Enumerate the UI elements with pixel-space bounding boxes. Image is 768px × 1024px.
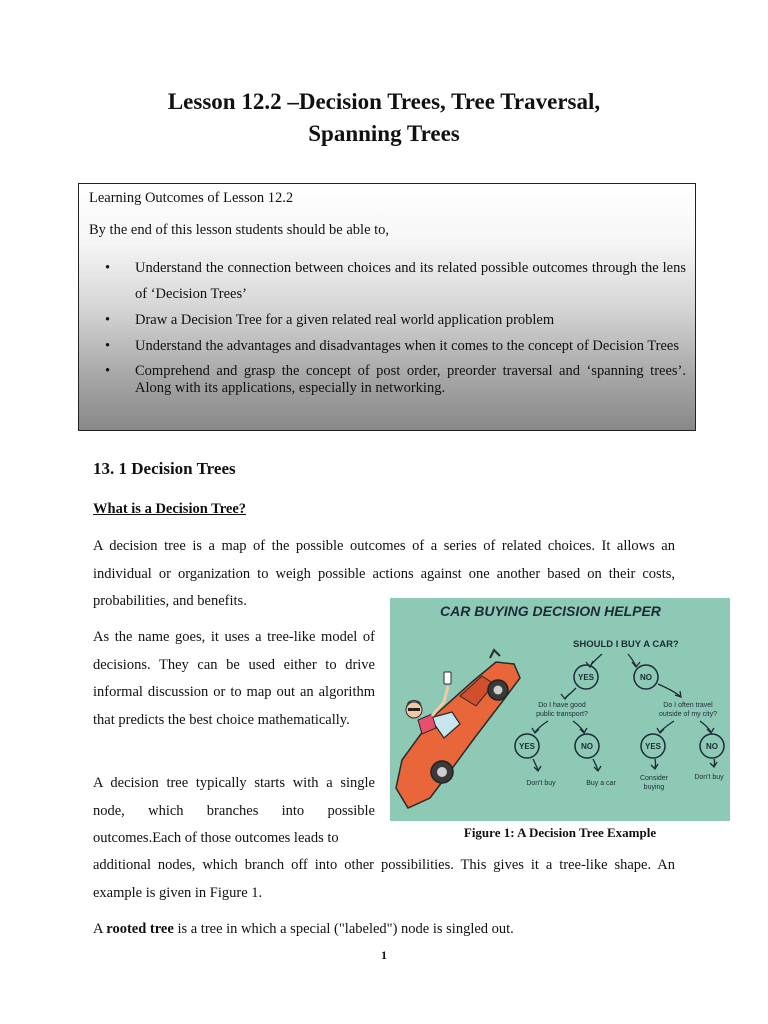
- paragraph-structure-a: A decision tree typically starts with a single node, which branches into possible outcomes.Each of those outcomes leads to: [93, 775, 375, 846]
- outcome-consider-line-1: Consider: [639, 775, 669, 782]
- outcome-buy-car: Buy a car: [586, 780, 616, 787]
- rooted-tree-term: rooted tree: [106, 921, 174, 937]
- root-arrows: [586, 654, 640, 667]
- title-line-2: Spanning Trees: [308, 121, 460, 146]
- paragraph-structure-b: additional nodes, which branch off into other possibilities. This gives it a tree-like shape. An example is given in Figure 1.: [93, 857, 675, 901]
- yes-label-2: YES: [518, 742, 536, 751]
- outcome-item: • Understand the advantages and disadvantages when it comes to the concept of Decision Trees: [105, 338, 680, 354]
- left-question-line-2: public transport?: [536, 711, 588, 718]
- no-label-3: NO: [706, 742, 718, 751]
- learning-outcomes-box: [78, 183, 696, 431]
- outcomes-heading: Learning Outcomes of Lesson 12.2: [89, 190, 294, 206]
- outcome-item: • Draw a Decision Tree for a given related real world application problem: [105, 312, 555, 328]
- outcome-dont-buy-1: Don't buy: [526, 780, 556, 787]
- right-question-line-1: Do I often travel: [663, 702, 713, 709]
- page-number: 1: [381, 948, 387, 962]
- no-label-1: NO: [640, 673, 652, 682]
- section-heading: 13. 1 Decision Trees: [93, 459, 236, 478]
- outcome-consider-line-2: buying: [643, 784, 665, 791]
- title-line-1: Lesson 12.2 –Decision Trees, Tree Traversal,: [167, 89, 601, 114]
- outcome-dont-buy-2: Don't buy: [694, 774, 724, 781]
- yes-label-1: YES: [577, 673, 595, 682]
- outcome-item: • Comprehend and grasp the concept of post order, preorder traversal and ‘spanning trees’. Along with its applications, especially in networking.: [105, 363, 686, 396]
- decision-tree-figure: [390, 598, 730, 821]
- outcomes-list: [103, 255, 686, 397]
- outcomes-intro: By the end of this lesson students should be able to,: [89, 222, 390, 238]
- figure-caption: Figure 1: A Decision Tree Example: [463, 825, 657, 840]
- yes-label-3: YES: [644, 742, 662, 751]
- right-question-line-2: outside of my city?: [659, 711, 717, 718]
- subsection-heading: What is a Decision Tree?: [93, 501, 247, 517]
- car-illustration: [396, 650, 520, 808]
- outcome-item: • Understand the connection between choices and its related possible outcomes through the lens of ‘Decision Trees’: [105, 260, 686, 302]
- paragraph-definition: A decision tree is a map of the possible outcomes of a series of related choices. It allows an individual or organization to weigh possible actions against one another based on their costs, probabilities, and benefits.: [93, 538, 675, 609]
- root-question: SHOULD I BUY A CAR?: [573, 639, 679, 650]
- figure-title: CAR BUYING DECISION HELPER: [440, 603, 661, 619]
- no-label-2: NO: [581, 742, 593, 751]
- paragraph-tree-model: As the name goes, it uses a tree-like model of decisions. They can be used either to drive informal discussion or to map out an algorithm that predicts the best choice mathematically.: [93, 629, 375, 728]
- page-title: [0, 86, 768, 150]
- paragraph-rooted-tree: A rooted tree is a tree in which a special ("labeled") node is singled out.: [93, 921, 514, 937]
- left-question-line-1: Do I have good: [538, 702, 586, 709]
- decision-tree-illustration: [390, 598, 730, 821]
